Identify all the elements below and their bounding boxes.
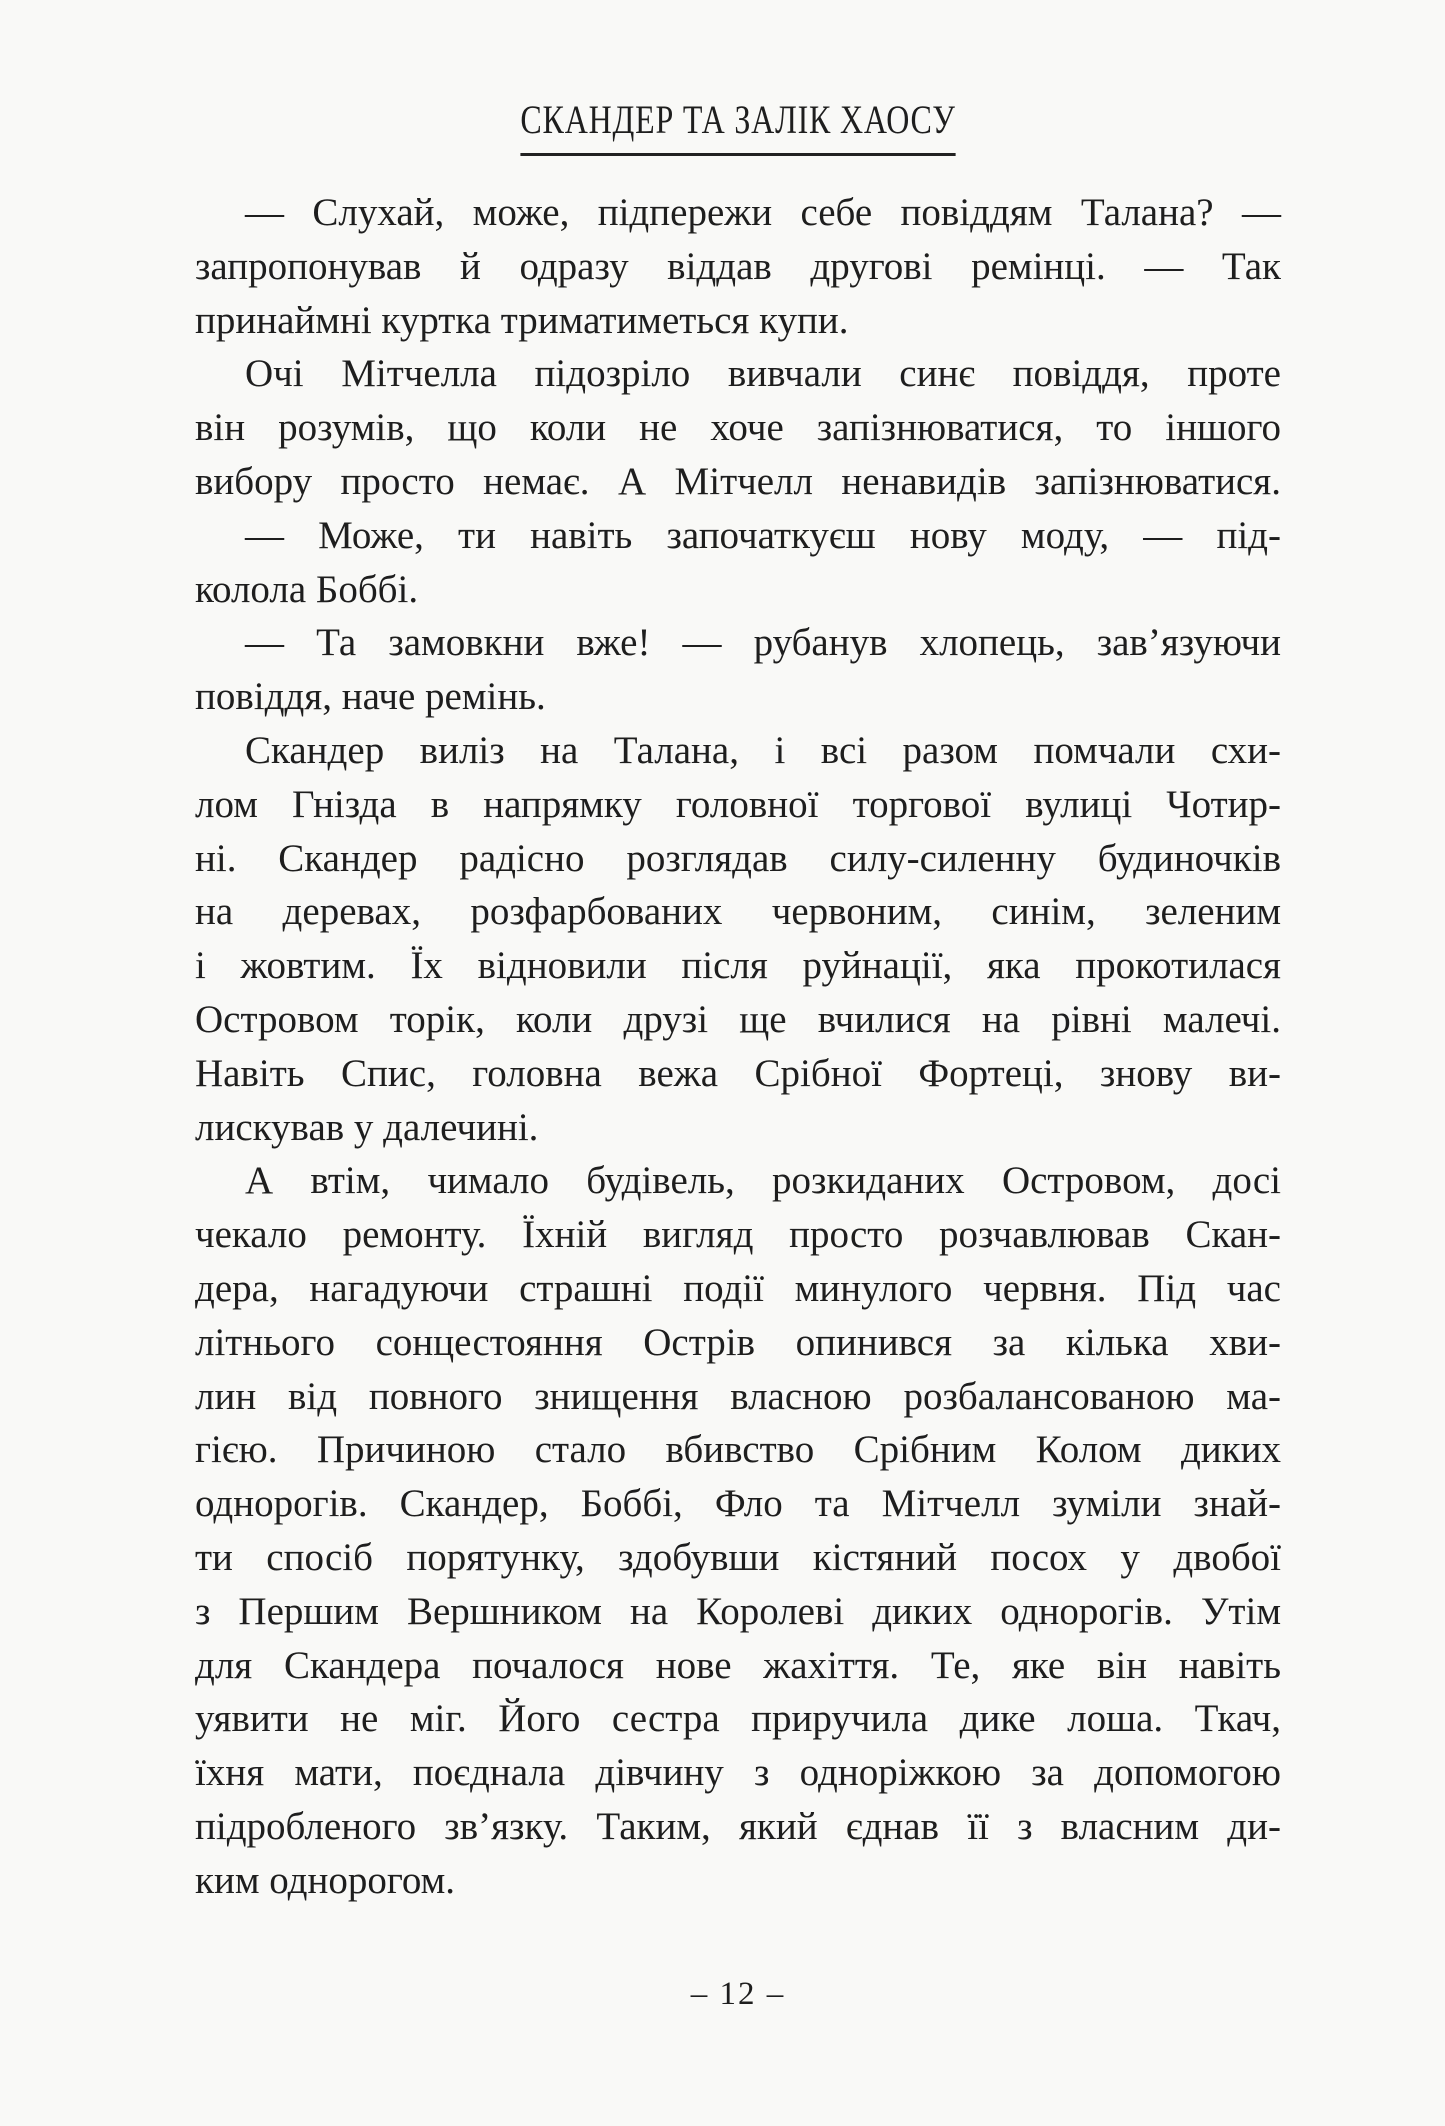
text-line: лин від повного знищення власною розбалансованою ма- [195,1374,1281,1418]
text-line: — Може, ти навіть започаткуєш нову моду, — під- [245,513,1281,557]
text-line: підробленого зв’язку. Таким, який єднав її з власним ди- [195,1804,1281,1848]
text-line: запропонував й одразу віддав другові ремінці. — Так [195,244,1281,288]
text-line: літнього сонцестояння Острів опинився за кілька хви- [195,1320,1281,1364]
text-line: ти спосіб порятунку, здобувши кістяний посох у двобої [195,1535,1281,1579]
text-line: Очі Мітчелла підозріло вивчали синє повіддя, проте [245,352,1281,396]
text-line: він розумів, що коли не хоче запізнюватися, то іншого [195,406,1281,450]
text-line: ні. Скандер радісно розглядав силу-силенну будиночків [195,836,1281,880]
text-line: — Та замовкни вже! — рубанув хлопець, зав’язуючи [245,621,1281,665]
text-line: гією. Причиною стало вбивство Срібним Колом диких [195,1428,1281,1472]
text-line: — Слухай, може, підпережи себе повіддям Талана? — [245,191,1281,234]
text-line: Островом торік, коли друзі ще вчилися на рівні малечі. [195,997,1281,1041]
text-line: повіддя, наче ремінь. [195,675,546,719]
text-line: чекало ремонту. Їхній вигляд просто розчавлював Скан- [195,1213,1281,1257]
running-title: СКАНДЕР ТА ЗАЛІК ХАОСУ [520,100,955,156]
body-text [195,186,1281,1908]
text-line: з Першим Вершником на Королеві диких однорогів. Утім [195,1589,1281,1633]
text-line: принаймні куртка триматиметься купи. [195,298,849,342]
text-line: лом Гнізда в напрямку головної торгової вулиці Чотир- [195,782,1281,826]
text-line: Навіть Спис, головна вежа Срібної Фортеці, знову ви- [195,1051,1281,1095]
text-line: їхня мати, поєднала дівчину з одноріжкою за допомогою [195,1751,1281,1795]
text-line: А втім, чимало будівель, розкиданих Островом, досі [245,1159,1281,1203]
page-footer [195,1976,1281,2013]
page-number: – 12 – [690,1976,786,2012]
text-line: для Скандера почалося нове жахіття. Те, яке він навіть [195,1643,1281,1687]
text-line: вибору просто немає. А Мітчелл ненавидів запізнюватися. [195,459,1281,503]
text-line: дера, нагадуючи страшні події минулого червня. Під час [195,1266,1281,1310]
text-line: Скандер виліз на Талана, і всі разом помчали схи- [245,728,1281,772]
text-line: однорогів. Скандер, Боббі, Фло та Мітчелл зуміли знай- [195,1482,1281,1526]
text-line: на деревах, розфарбованих червоним, синім, зеленим [195,890,1281,934]
page-header [195,97,1281,156]
text-line: ким однорогом. [195,1858,456,1902]
text-line: уявити не міг. Його сестра приручила дике лоша. Ткач, [195,1697,1281,1741]
text-line: колола Боббі. [195,567,419,611]
text-line: лискував у далечині. [195,1105,539,1149]
text-line: і жовтим. Їх відновили після руйнації, яка прокотилася [195,944,1281,988]
